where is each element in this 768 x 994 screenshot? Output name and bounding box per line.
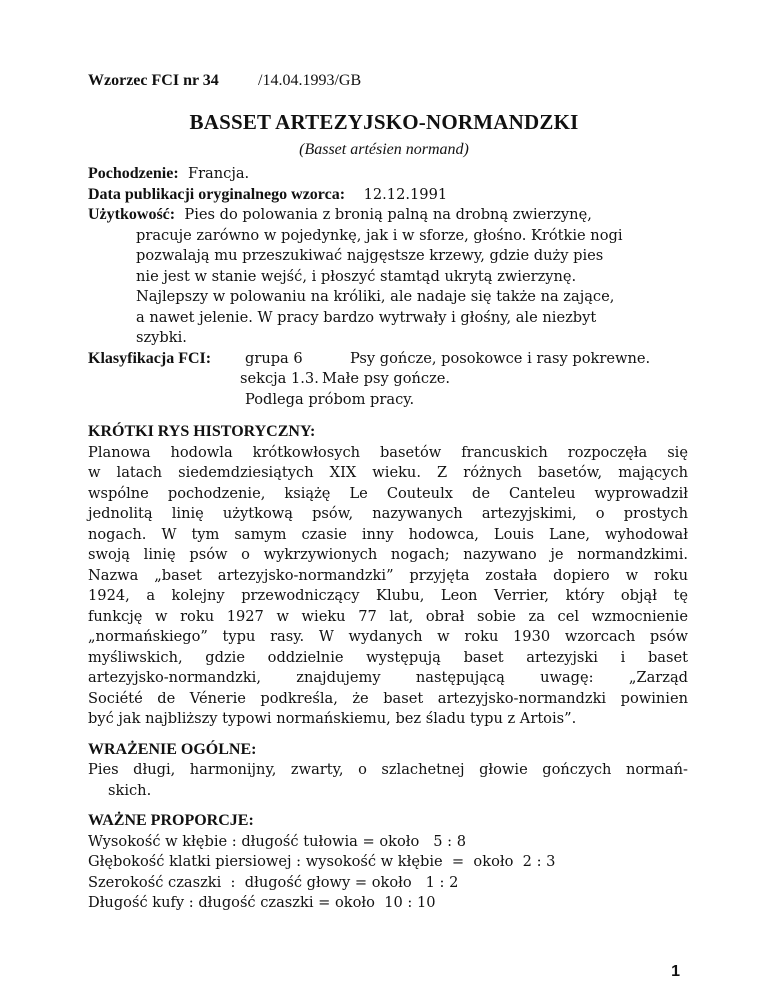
classification-row [88,349,688,370]
publication-value: 12.12.1991 [363,185,448,203]
origin-row [88,164,688,185]
history-line: Nazwa „baset artezyjsko-normandzki” przyjęta została dopiero w roku [88,566,688,584]
classification-section-row [88,369,688,390]
proportion-item: Wysokość w kłębie : długość tułowia = około 5 : 8 [88,832,466,850]
history-line: nogach. W tym samym czasie inny hodowca, Louis Lane, wyhodował [88,525,688,543]
utility-line: pracuje zarówno w pojedynkę, jak i w sforze, głośno. Krótkie nogi [136,226,623,244]
history-line: funkcję w roku 1927 w wieku 77 lat, obrał sobie za cel wzmocnienie [88,607,688,625]
publication-row [88,185,688,206]
page-number: 1 [671,963,680,980]
proportions-heading: WAŻNE PROPORCJE: [88,812,254,829]
proportion-item: Szerokość czaszki : długość głowy = około 1 : 2 [88,873,459,891]
classification-section-desc: Małe psy gończe. [322,370,451,387]
classification-group-desc: Psy gończe, posokowce i rasy pokrewne. [350,349,651,367]
utility-row [88,205,688,226]
history-line: jednolitą linię użytkową psów, nazywanych artezyjskimi, o prostych [88,505,688,522]
general-line: skich. [108,781,152,799]
history-line: wspólne pochodzenie, książę Le Couteulx de Canteleu wyprowadził [88,484,688,502]
history-line: Planowa hodowla krótkowłosych basetów francuskich rozpoczęła się [88,443,688,461]
document-header [88,72,362,90]
history-paragraph [88,443,688,730]
breed-subtitle: (Basset artésien normand) [299,141,469,158]
history-line: swoją linię psów o wykrzywionych nogach; nazywano je normandzkimi. [88,546,688,563]
utility-line: szybki. [136,329,187,346]
history-line: 1924, a kolejny przewodniczący Klubu, Leon Verrier, który objął tę [88,587,688,604]
history-line: artezyjsko-normandzki, znajdujemy następującą uwagę: „Zarząd [88,669,688,686]
proportion-item: Długość kufy : długość czaszki = około 10 : 10 [88,894,436,911]
breed-title: BASSET ARTEZYJSKO-NORMANDZKI [189,110,579,134]
utility-line: a nawet jelenie. W pracy bardzo wytrwały i głośny, ale niezbyt [136,308,597,326]
history-line: Société de Vénerie podkreśla, że baset artezyjsko-normandzki powinien [88,689,688,707]
document-body [88,164,688,914]
proportion-item: Głębokość klatki piersiowej : wysokość w kłębie = około 2 : 3 [88,853,556,870]
utility-first-line: Pies do polowania z bronią palną na drobną zwierzynę, [184,206,592,223]
utility-line: nie jest w stanie wejść, i płoszyć stamtąd ukrytą zwierzynę. [136,267,577,285]
classification-label: Klasyfikacja FCI: [88,349,212,367]
origin-value: Francja. [187,165,250,182]
general-line: Pies długi, harmonijny, zwarty, o szlachetnej głowie gończych normań- [88,761,688,778]
utility-label: Użytkowość: [88,206,176,223]
classification-group: grupa 6 [245,349,303,367]
general-heading: WRAŻENIE OGÓLNE: [88,740,257,758]
classification-section: sekcja 1.3. [240,370,319,387]
utility-line: pozwalają mu przeszukiwać najgęstsze krzewy, gdzie duży pies [136,247,604,264]
history-last-line: być jak najbliższy typowi normańskiemu, bez śladu typu z Artois”. [88,710,577,727]
history-line: w latach siedemdziesiątych XIX wieku. Z różnych basetów, mających [88,464,688,481]
history-heading: KRÓTKI RYS HISTORYCZNY: [88,423,316,440]
standard-date: /14.04.1993/GB [258,72,362,89]
publication-label: Data publikacji oryginalnego wzorca: [88,185,346,203]
origin-label: Pochodzenie: [88,165,179,182]
history-line: myśliwskich, gdzie oddzielnie występują baset artezyjski i baset [88,648,688,666]
history-line: „normańskiego” typu rasy. W wydanych w roku 1930 wzorcach psów [88,628,688,645]
standard-number: Wzorzec FCI nr 34 [88,72,219,89]
utility-line: Najlepszy w polowaniu na króliki, ale nadaje się także na zające, [136,288,615,305]
classification-work-trial: Podlega próbom pracy. [245,390,415,408]
classification-trial-row [88,390,688,411]
